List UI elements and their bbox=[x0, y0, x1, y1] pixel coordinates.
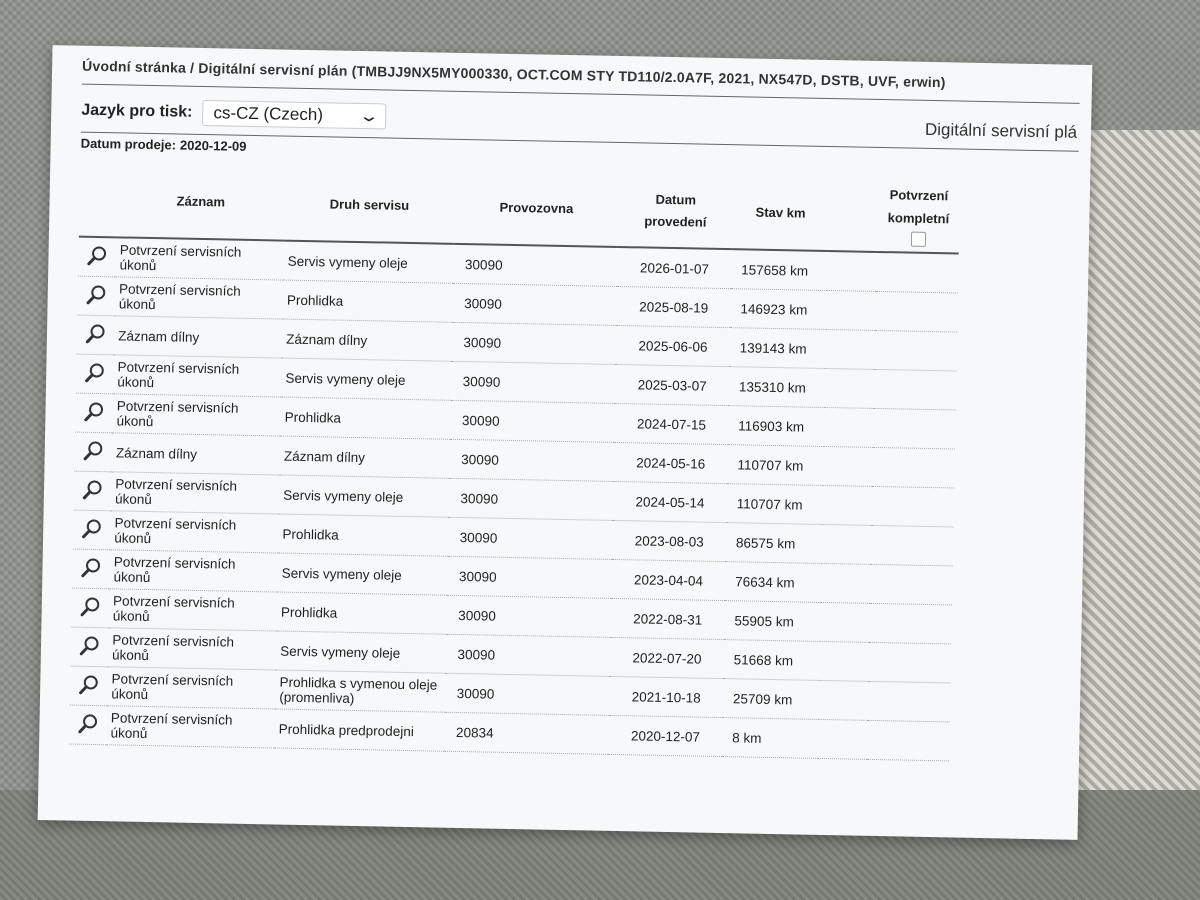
document-title: Digitální servisní plá bbox=[924, 119, 1078, 142]
printed-page bbox=[38, 45, 1093, 840]
cell-confirm bbox=[872, 486, 955, 527]
cell-service-type bbox=[282, 319, 452, 361]
service-records-table bbox=[69, 164, 960, 762]
magnifier-icon bbox=[84, 361, 106, 383]
cell-workshop: 30090 bbox=[452, 283, 617, 325]
magnifier-icon bbox=[86, 244, 108, 266]
cell-spacer bbox=[821, 602, 871, 642]
cell-confirm bbox=[867, 720, 950, 761]
row-detail-button[interactable] bbox=[74, 432, 112, 472]
cell-mileage: 110707 km bbox=[727, 445, 824, 486]
cell-service-type-line1: Servis vymeny oleje bbox=[281, 565, 402, 583]
magnifier-icon bbox=[83, 400, 105, 422]
cell-date: 2024-07-15 bbox=[614, 403, 728, 444]
cell-confirm bbox=[871, 525, 954, 566]
cell-date: 2022-07-20 bbox=[610, 637, 724, 678]
cell-mileage: 110707 km bbox=[726, 484, 823, 525]
sale-date-label: Datum prodeje: bbox=[80, 135, 177, 153]
cell-service-type-line1: Servis vymeny oleje bbox=[280, 643, 401, 661]
cell-workshop: 30090 bbox=[445, 634, 610, 676]
cell-service-type bbox=[280, 436, 450, 478]
magnifier-icon bbox=[81, 517, 103, 539]
cell-workshop: 30090 bbox=[451, 322, 616, 364]
cell-mileage: 55905 km bbox=[724, 601, 821, 642]
row-detail-button[interactable] bbox=[77, 276, 115, 316]
cell-service-type-line1: Servis vymeny oleje bbox=[285, 370, 406, 388]
cell-record: Záznam dílny bbox=[112, 433, 281, 475]
cell-confirm bbox=[875, 330, 958, 371]
row-detail-button[interactable] bbox=[78, 237, 116, 277]
cell-spacer bbox=[824, 446, 874, 486]
cell-confirm bbox=[874, 369, 957, 410]
cell-record: Potvrzení servisních úkonů bbox=[115, 237, 284, 280]
magnifier-icon bbox=[84, 322, 106, 344]
magnifier-icon bbox=[80, 556, 102, 578]
cell-service-type bbox=[279, 475, 449, 517]
breadcrumb: Úvodní stránka / Digitální servisní plán (TMBJJ9NX5MY000330, OCT.COM STY TD110/2.0A7F, 2021, NX547D, DSTB, UVF, erwin) bbox=[81, 57, 946, 91]
cell-confirm bbox=[872, 447, 955, 488]
cell-workshop: 30090 bbox=[446, 595, 611, 637]
cell-service-type-line2: (promenliva) bbox=[279, 689, 355, 707]
print-language-label: Jazyk pro tisk: bbox=[81, 101, 193, 121]
magnifier-icon bbox=[82, 439, 104, 461]
row-detail-button[interactable] bbox=[69, 705, 107, 745]
cell-date: 2025-06-06 bbox=[616, 325, 730, 366]
magnifier-icon bbox=[78, 673, 100, 695]
cell-mileage: 116903 km bbox=[728, 406, 825, 447]
sale-date-value: 2020-12-09 bbox=[179, 137, 247, 154]
column-header-service-type: Druh servisu bbox=[284, 168, 455, 244]
column-header-record: Záznam bbox=[116, 164, 285, 240]
cell-record: Potvrzení servisních úkonů bbox=[115, 277, 284, 319]
cell-service-type-line1: Záznam dílny bbox=[283, 448, 366, 465]
cell-confirm bbox=[869, 603, 952, 644]
cell-service-type-line1: Prohlidka bbox=[284, 409, 342, 426]
cell-confirm bbox=[868, 681, 951, 722]
cell-workshop: 30090 bbox=[447, 556, 612, 598]
cell-mileage: 86575 km bbox=[726, 523, 823, 564]
cell-service-type bbox=[283, 241, 453, 284]
cell-record: Potvrzení servisních úkonů bbox=[106, 706, 275, 748]
cell-service-type-line1: Prohlidka bbox=[280, 604, 338, 621]
cell-confirm bbox=[869, 642, 952, 683]
cell-date: 2026-01-07 bbox=[617, 247, 731, 289]
cell-record: Potvrzení servisních úkonů bbox=[113, 355, 282, 397]
cell-service-type bbox=[277, 592, 447, 634]
cell-service-type bbox=[275, 670, 445, 712]
print-language-select[interactable] bbox=[202, 100, 386, 130]
cell-workshop: 30090 bbox=[447, 517, 612, 559]
column-header-mileage: Stav km bbox=[732, 176, 830, 251]
cell-date: 2022-08-31 bbox=[611, 598, 725, 639]
cell-workshop: 30090 bbox=[448, 478, 613, 520]
cell-spacer bbox=[823, 485, 873, 525]
cell-date: 2023-04-04 bbox=[611, 559, 725, 600]
cell-service-type-line1: Servis vymeny oleje bbox=[283, 487, 404, 505]
cell-service-type bbox=[283, 280, 453, 322]
table-body bbox=[69, 237, 959, 761]
cell-service-type-line1: Záznam dílny bbox=[286, 331, 368, 348]
cell-date: 2023-08-03 bbox=[612, 520, 726, 561]
magnifier-icon bbox=[81, 478, 103, 500]
cell-mileage: 76634 km bbox=[725, 562, 822, 603]
cell-mileage: 135310 km bbox=[729, 367, 826, 408]
column-header-spacer bbox=[828, 178, 878, 252]
cell-mileage: 25709 km bbox=[723, 679, 820, 720]
cell-record: Záznam dílny bbox=[114, 316, 283, 358]
cell-spacer bbox=[824, 407, 874, 447]
cell-record: Potvrzení servisních úkonů bbox=[112, 394, 281, 436]
column-header-confirm-line1: Potvrzení bbox=[889, 187, 949, 204]
cell-service-type bbox=[280, 397, 450, 439]
column-header-lens bbox=[79, 164, 118, 238]
cell-date: 2021-10-18 bbox=[609, 676, 723, 717]
cell-date: 2020-12-07 bbox=[608, 715, 722, 756]
row-detail-button[interactable] bbox=[77, 315, 115, 355]
row-detail-button[interactable] bbox=[72, 549, 110, 589]
cell-record: Potvrzení servisních úkonů bbox=[111, 472, 280, 514]
cell-service-type bbox=[281, 358, 451, 400]
cell-mileage: 157658 km bbox=[731, 249, 828, 290]
cell-spacer bbox=[822, 524, 872, 564]
cell-date: 2025-03-07 bbox=[615, 364, 729, 405]
cell-service-type-line1: Prohlidka bbox=[286, 292, 344, 309]
cell-service-type bbox=[274, 709, 444, 751]
cell-workshop: 30090 bbox=[450, 400, 615, 442]
cell-confirm bbox=[875, 291, 958, 332]
cell-workshop: 30090 bbox=[450, 361, 615, 403]
cell-spacer bbox=[827, 251, 877, 291]
cell-date: 2025-08-19 bbox=[617, 286, 731, 327]
cell-spacer bbox=[819, 680, 869, 720]
cell-mileage: 8 km bbox=[722, 718, 819, 759]
magnifier-icon bbox=[78, 634, 100, 656]
cell-spacer bbox=[820, 641, 870, 681]
sale-date bbox=[81, 136, 247, 154]
cell-service-type bbox=[278, 514, 448, 556]
cell-service-type bbox=[276, 631, 446, 673]
print-language-value: cs-CZ (Czech) bbox=[213, 103, 324, 125]
cell-service-type-line1: Servis vymeny oleje bbox=[287, 253, 408, 271]
cell-service-type bbox=[277, 553, 447, 595]
column-header-confirm-line2: kompletní bbox=[887, 209, 950, 226]
cell-record: Potvrzení servisních úkonů bbox=[107, 667, 276, 709]
cell-spacer bbox=[825, 368, 875, 408]
cell-service-type-line1: Prohlidka s vymenou oleje bbox=[279, 674, 438, 693]
cell-workshop: 20834 bbox=[444, 712, 609, 754]
column-header-date bbox=[618, 174, 733, 249]
cell-confirm bbox=[870, 564, 953, 605]
cell-date: 2024-05-16 bbox=[614, 442, 728, 483]
cell-record: Potvrzení servisních úkonů bbox=[109, 589, 278, 631]
cell-confirm bbox=[876, 252, 959, 293]
magnifier-icon bbox=[85, 283, 107, 305]
cell-spacer bbox=[827, 291, 877, 331]
cell-record: Potvrzení servisních úkonů bbox=[110, 511, 279, 553]
magnifier-icon bbox=[77, 712, 99, 734]
column-header-workshop: Provozovna bbox=[453, 171, 619, 247]
cell-workshop: 30090 bbox=[449, 439, 614, 481]
row-detail-button[interactable] bbox=[71, 588, 109, 628]
row-detail-button[interactable] bbox=[73, 510, 111, 550]
cell-workshop: 30090 bbox=[453, 244, 618, 287]
cell-service-type-line1: Prohlidka bbox=[282, 526, 339, 543]
row-detail-button[interactable] bbox=[71, 627, 109, 667]
cell-mileage: 146923 km bbox=[730, 289, 827, 330]
row-detail-button[interactable] bbox=[70, 666, 108, 706]
confirm-all-checkbox[interactable] bbox=[910, 231, 925, 246]
cell-record: Potvrzení servisních úkonů bbox=[108, 628, 277, 670]
row-detail-button[interactable] bbox=[75, 393, 113, 433]
column-header-confirm bbox=[877, 179, 960, 254]
print-language-row bbox=[81, 98, 387, 130]
cell-mileage: 51668 km bbox=[723, 640, 820, 681]
column-header-date-line1: Datum bbox=[655, 191, 697, 208]
cell-spacer bbox=[821, 563, 871, 603]
cell-service-type-line1: Prohlidka predprodejni bbox=[278, 721, 414, 739]
cell-mileage: 139143 km bbox=[729, 328, 826, 369]
magnifier-icon bbox=[79, 595, 101, 617]
row-detail-button[interactable] bbox=[74, 471, 112, 511]
cell-spacer bbox=[818, 719, 868, 759]
cell-record: Potvrzení servisních úkonů bbox=[109, 550, 278, 592]
cell-date: 2024-05-14 bbox=[613, 481, 727, 522]
cell-workshop: 30090 bbox=[444, 673, 609, 715]
column-header-date-line2: provedení bbox=[644, 213, 707, 230]
cell-spacer bbox=[826, 329, 876, 369]
chevron-down-icon: ⌄ bbox=[357, 107, 380, 126]
row-detail-button[interactable] bbox=[76, 354, 114, 394]
cell-confirm bbox=[873, 408, 956, 449]
